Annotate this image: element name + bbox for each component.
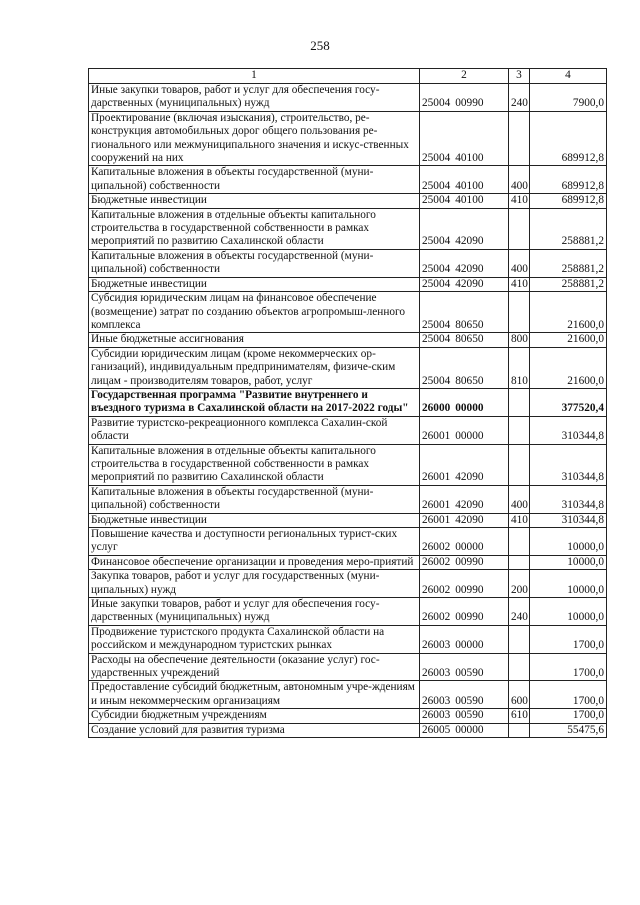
table-row [89, 681, 607, 709]
table-row [89, 528, 607, 556]
row-code-direction: 00000 [455, 402, 484, 415]
row-code-direction: 42090 [455, 513, 484, 526]
row-expense-type: 410 [509, 513, 530, 527]
header-col-name: 1 [89, 69, 420, 84]
row-code-direction: 42090 [455, 263, 484, 276]
row-code-direction: 40100 [455, 152, 484, 165]
row-expense-type [509, 555, 530, 569]
row-code [420, 653, 509, 681]
table-row [89, 347, 607, 388]
row-name: Капитальные вложения в объекты государственной (муни-ципальной) собственности [89, 166, 420, 194]
row-amount: 1700,0 [530, 681, 607, 709]
row-code-program: 26001 [422, 513, 451, 526]
table-body [89, 84, 607, 738]
row-amount: 310344,8 [530, 416, 607, 444]
row-amount: 21600,0 [530, 333, 607, 347]
row-amount: 377520,4 [530, 388, 607, 416]
table-row [89, 166, 607, 194]
table-row [89, 292, 607, 333]
row-code-direction: 00000 [455, 723, 484, 736]
table-row [89, 513, 607, 527]
row-code-direction: 42090 [455, 499, 484, 512]
row-code-direction: 80650 [455, 374, 484, 387]
table-row [89, 723, 607, 737]
row-code [420, 528, 509, 556]
row-amount: 689912,8 [530, 194, 607, 208]
table-row [89, 570, 607, 598]
row-code-direction: 42090 [455, 471, 484, 484]
row-expense-type: 410 [509, 277, 530, 291]
row-name: Иные закупки товаров, работ и услуг для обеспечения госу-дарственных (муниципальных) нужд [89, 84, 420, 112]
row-code [420, 333, 509, 347]
row-amount: 258881,2 [530, 277, 607, 291]
row-code-direction: 00000 [455, 430, 484, 443]
table-row [89, 194, 607, 208]
row-code-program: 25004 [422, 333, 451, 346]
row-code-program: 26002 [422, 541, 451, 554]
row-code-program: 26003 [422, 694, 451, 707]
row-code [420, 292, 509, 333]
row-name: Развитие туристско-рекреационного комплекса Сахалин-ской области [89, 416, 420, 444]
row-code-direction: 80650 [455, 333, 484, 346]
table-row [89, 444, 607, 485]
row-code-direction: 00590 [455, 709, 484, 722]
row-amount: 55475,6 [530, 723, 607, 737]
row-name: Субсидии юридическим лицам (кроме некоммерческих ор-ганизаций), индивидуальным предпринимателям, физиче-ским лицам - производителям товаров, работ, услуг [89, 347, 420, 388]
row-amount: 21600,0 [530, 292, 607, 333]
row-name: Капитальные вложения в отдельные объекты капитального строительства в государственной собственности в рамках мероприятий по развитию Сахалинской области [89, 208, 420, 249]
row-expense-type [509, 208, 530, 249]
row-amount: 10000,0 [530, 598, 607, 626]
row-code [420, 416, 509, 444]
row-code-direction: 00990 [455, 97, 484, 110]
row-expense-type [509, 625, 530, 653]
table-row [89, 555, 607, 569]
row-code-direction: 42090 [455, 235, 484, 248]
row-expense-type [509, 528, 530, 556]
row-code [420, 681, 509, 709]
table-row [89, 416, 607, 444]
row-amount: 258881,2 [530, 208, 607, 249]
row-name: Иные закупки товаров, работ и услуг для обеспечения госу-дарственных (муниципальных) нужд [89, 598, 420, 626]
row-name: Расходы на обеспечение деятельности (оказание услуг) гос-ударственных учреждений [89, 653, 420, 681]
row-code-program: 25004 [422, 235, 451, 248]
row-code [420, 513, 509, 527]
row-name: Бюджетные инвестиции [89, 513, 420, 527]
row-expense-type [509, 111, 530, 166]
row-code [420, 444, 509, 485]
row-code-program: 26003 [422, 667, 451, 680]
row-expense-type: 810 [509, 347, 530, 388]
row-expense-type: 610 [509, 709, 530, 723]
row-expense-type: 400 [509, 249, 530, 277]
row-name: Иные бюджетные ассигнования [89, 333, 420, 347]
table-row [89, 485, 607, 513]
row-code [420, 625, 509, 653]
table-row [89, 277, 607, 291]
row-expense-type [509, 444, 530, 485]
row-code-direction: 00000 [455, 639, 484, 652]
row-code-direction: 00990 [455, 583, 484, 596]
row-code-program: 25004 [422, 263, 451, 276]
row-expense-type [509, 653, 530, 681]
table-row [89, 598, 607, 626]
row-amount: 7900,0 [530, 84, 607, 112]
row-expense-type [509, 416, 530, 444]
row-code [420, 709, 509, 723]
table-row [89, 333, 607, 347]
row-code-direction: 42090 [455, 277, 484, 290]
row-code-program: 26002 [422, 555, 451, 568]
row-name: Предоставление субсидий бюджетным, автономным учре-ждениям и иным некоммерческим организациям [89, 681, 420, 709]
row-code-program: 26003 [422, 709, 451, 722]
row-amount: 689912,8 [530, 111, 607, 166]
row-code-program: 25004 [422, 152, 451, 165]
row-code [420, 347, 509, 388]
row-code [420, 598, 509, 626]
row-code [420, 388, 509, 416]
row-amount: 310344,8 [530, 513, 607, 527]
row-amount: 1700,0 [530, 625, 607, 653]
row-expense-type [509, 723, 530, 737]
row-amount: 258881,2 [530, 249, 607, 277]
row-expense-type: 200 [509, 570, 530, 598]
row-code-program: 25004 [422, 179, 451, 192]
row-code-program: 25004 [422, 277, 451, 290]
row-name: Капитальные вложения в отдельные объекты капитального строительства в государственной собственности в рамках мероприятий по развитию Сахалинской области [89, 444, 420, 485]
row-expense-type: 240 [509, 84, 530, 112]
header-col-amount: 4 [530, 69, 607, 84]
row-name: Создание условий для развития туризма [89, 723, 420, 737]
row-code-program: 25004 [422, 318, 451, 331]
row-code-direction: 40100 [455, 179, 484, 192]
row-name: Финансовое обеспечение организации и проведения меро-приятий [89, 555, 420, 569]
row-name: Капитальные вложения в объекты государственной (муни-ципальной) собственности [89, 485, 420, 513]
row-code [420, 555, 509, 569]
row-expense-type [509, 292, 530, 333]
row-amount: 10000,0 [530, 528, 607, 556]
table-row [89, 653, 607, 681]
row-name: Продвижение туристского продукта Сахалинской области на российском и международном туристских рынках [89, 625, 420, 653]
table-row [89, 249, 607, 277]
row-name: Субсидии бюджетным учреждениям [89, 709, 420, 723]
row-code [420, 570, 509, 598]
row-expense-type: 240 [509, 598, 530, 626]
row-code-program: 26001 [422, 499, 451, 512]
row-code-program: 26002 [422, 611, 451, 624]
table-row [89, 709, 607, 723]
row-code-program: 26000 [422, 402, 451, 415]
row-code [420, 249, 509, 277]
row-expense-type: 400 [509, 485, 530, 513]
row-expense-type: 410 [509, 194, 530, 208]
row-amount: 10000,0 [530, 555, 607, 569]
row-code [420, 485, 509, 513]
row-code-direction: 00590 [455, 667, 484, 680]
row-code [420, 194, 509, 208]
row-code-program: 26001 [422, 471, 451, 484]
row-amount: 689912,8 [530, 166, 607, 194]
header-col-code: 2 [420, 69, 509, 84]
row-code-program: 26002 [422, 583, 451, 596]
row-amount: 1700,0 [530, 709, 607, 723]
row-amount: 10000,0 [530, 570, 607, 598]
row-name: Бюджетные инвестиции [89, 194, 420, 208]
table-row [89, 111, 607, 166]
row-amount: 310344,8 [530, 485, 607, 513]
row-name: Закупка товаров, работ и услуг для государственных (муни-ципальных) нужд [89, 570, 420, 598]
row-expense-type: 800 [509, 333, 530, 347]
row-amount: 21600,0 [530, 347, 607, 388]
row-code [420, 277, 509, 291]
row-amount: 310344,8 [530, 444, 607, 485]
row-name: Бюджетные инвестиции [89, 277, 420, 291]
row-name: Субсидия юридическим лицам на финансовое обеспечение (возмещение) затрат по созданию объектов агропромыш-ленного комплекса [89, 292, 420, 333]
row-code [420, 111, 509, 166]
row-code-direction: 40100 [455, 194, 484, 207]
row-name: Государственная программа "Развитие внутреннего и въездного туризма в Сахалинской области на 2017-2022 годы" [89, 388, 420, 416]
table-row [89, 208, 607, 249]
row-name: Повышение качества и доступности региональных турист-ских услуг [89, 528, 420, 556]
row-code-program: 26003 [422, 639, 451, 652]
row-code-program: 25004 [422, 194, 451, 207]
row-name: Капитальные вложения в объекты государственной (муни-ципальной) собственности [89, 249, 420, 277]
row-expense-type: 600 [509, 681, 530, 709]
row-name: Проектирование (включая изыскания), строительство, ре-конструкция автомобильных дорог общего пользования ре-гионального или межмуниципального значения и искус-ственных сооружений на них [89, 111, 420, 166]
row-code-program: 26001 [422, 430, 451, 443]
budget-table [88, 68, 607, 738]
table-row [89, 84, 607, 112]
row-expense-type [509, 388, 530, 416]
table-header-row [89, 69, 607, 84]
row-code [420, 166, 509, 194]
row-code [420, 84, 509, 112]
row-expense-type: 400 [509, 166, 530, 194]
table-row [89, 388, 607, 416]
row-code-program: 25004 [422, 374, 451, 387]
row-code-direction: 00000 [455, 541, 484, 554]
row-code [420, 208, 509, 249]
row-code-program: 25004 [422, 97, 451, 110]
table-row [89, 625, 607, 653]
page-number: 258 [310, 38, 330, 53]
row-code-direction: 00990 [455, 555, 484, 568]
row-code-direction: 00990 [455, 611, 484, 624]
row-code-program: 26005 [422, 723, 451, 736]
row-amount: 1700,0 [530, 653, 607, 681]
row-code [420, 723, 509, 737]
row-code-direction: 80650 [455, 318, 484, 331]
header-col-type: 3 [509, 69, 530, 84]
row-code-direction: 00590 [455, 694, 484, 707]
